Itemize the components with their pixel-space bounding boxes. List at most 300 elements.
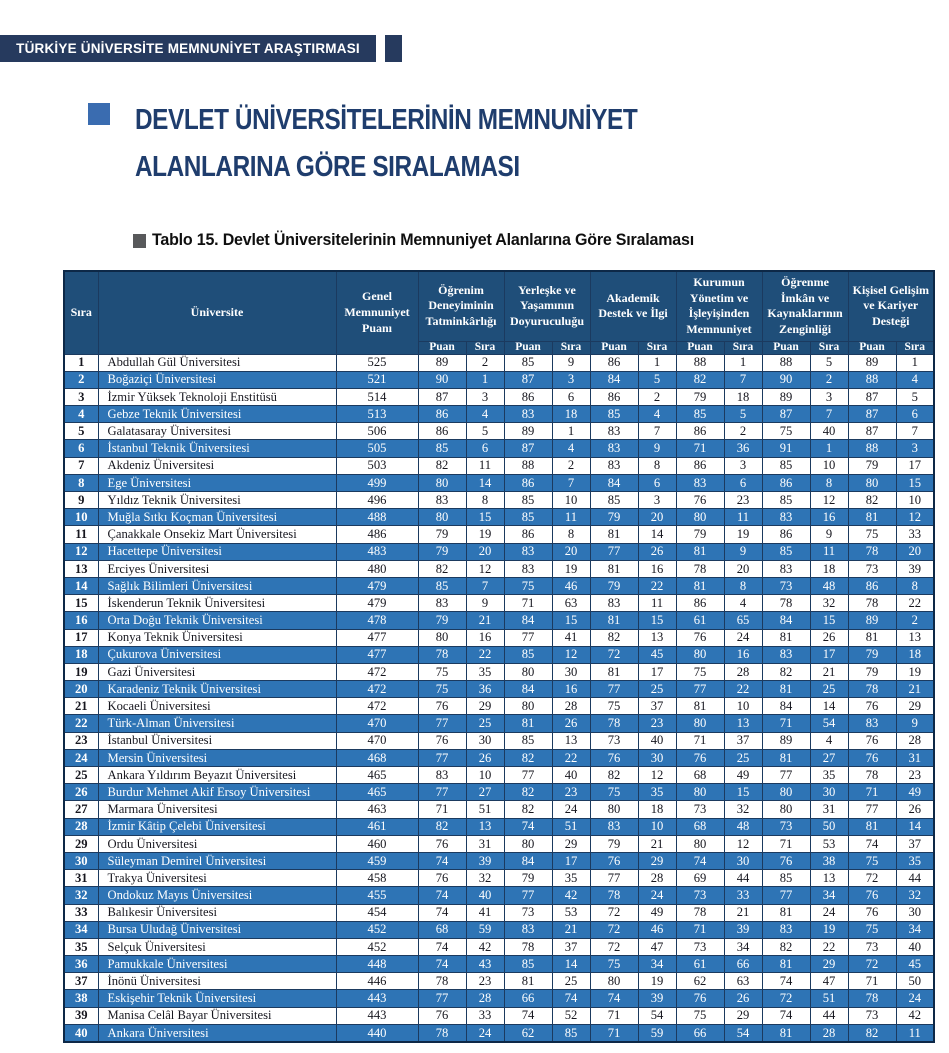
area-rank-cell: 33 (896, 526, 934, 543)
area-score-cell: 82 (848, 1024, 896, 1042)
area-score-cell: 86 (418, 423, 466, 440)
area-score-cell: 78 (848, 990, 896, 1007)
area-score-cell: 81 (848, 509, 896, 526)
area-score-cell: 88 (504, 457, 552, 474)
overall-score-cell: 470 (336, 732, 418, 749)
area-score-cell: 72 (762, 990, 810, 1007)
area-rank-cell: 29 (810, 956, 848, 973)
area-score-cell: 81 (590, 663, 638, 680)
overall-score-cell: 463 (336, 801, 418, 818)
area-score-cell: 83 (762, 509, 810, 526)
area-score-cell: 71 (418, 801, 466, 818)
area-rank-cell: 29 (896, 698, 934, 715)
area-rank-cell: 4 (810, 732, 848, 749)
area-rank-cell: 2 (466, 354, 504, 371)
university-cell: Karadeniz Teknik Üniversitesi (98, 681, 336, 698)
area-rank-cell: 48 (724, 818, 762, 835)
area-rank-cell: 10 (638, 818, 676, 835)
area-score-cell: 80 (676, 509, 724, 526)
area-rank-cell: 52 (552, 1007, 590, 1024)
area-rank-cell: 6 (724, 474, 762, 491)
area-rank-cell: 42 (552, 887, 590, 904)
area-score-cell: 74 (418, 887, 466, 904)
area-rank-cell: 21 (724, 904, 762, 921)
area-rank-cell: 3 (638, 492, 676, 509)
area-score-cell: 80 (504, 835, 552, 852)
area-score-cell: 81 (762, 629, 810, 646)
overall-score-cell: 454 (336, 904, 418, 921)
area-rank-cell: 3 (724, 457, 762, 474)
area-rank-cell: 51 (552, 818, 590, 835)
area-rank-cell: 29 (466, 698, 504, 715)
area-score-cell: 83 (590, 457, 638, 474)
area-score-cell: 83 (504, 543, 552, 560)
area-score-cell: 86 (590, 388, 638, 405)
rank-cell: 20 (64, 681, 98, 698)
area-score-cell: 86 (504, 474, 552, 491)
overall-score-cell: 459 (336, 852, 418, 869)
area-score-cell: 79 (504, 870, 552, 887)
area-score-cell: 61 (676, 956, 724, 973)
area-score-cell: 73 (848, 938, 896, 955)
area-score-cell: 78 (418, 646, 466, 663)
university-cell: Ankara Üniversitesi (98, 1024, 336, 1042)
overall-score-cell: 506 (336, 423, 418, 440)
area-score-cell: 74 (418, 904, 466, 921)
rank-cell: 3 (64, 388, 98, 405)
heading-bullet-icon (88, 103, 110, 125)
table-row (64, 595, 934, 612)
area-score-cell: 83 (848, 715, 896, 732)
area-rank-cell: 30 (810, 784, 848, 801)
table-row (64, 1024, 934, 1042)
area-score-cell: 80 (762, 801, 810, 818)
area-score-cell: 89 (762, 388, 810, 405)
area-score-cell: 71 (676, 732, 724, 749)
area-rank-cell: 37 (552, 938, 590, 955)
caption-bullet-icon (133, 234, 146, 248)
area-score-cell: 72 (848, 956, 896, 973)
area-score-cell: 78 (848, 681, 896, 698)
col-header-university: Üniversite (98, 271, 336, 354)
area-rank-cell: 42 (896, 1007, 934, 1024)
area-rank-cell: 40 (552, 767, 590, 784)
rank-cell: 39 (64, 1007, 98, 1024)
area-score-cell: 76 (590, 749, 638, 766)
area-score-cell: 85 (504, 492, 552, 509)
table-row (64, 921, 934, 938)
area-rank-cell: 28 (724, 663, 762, 680)
university-cell: Mersin Üniversitesi (98, 749, 336, 766)
col-header-learning-experience: Öğrenim Deneyiminin Tatminkârlığı (418, 271, 504, 341)
section-heading (88, 97, 733, 191)
area-score-cell: 74 (418, 956, 466, 973)
overall-score-cell: 443 (336, 1007, 418, 1024)
area-score-cell: 76 (848, 732, 896, 749)
area-rank-cell: 24 (724, 629, 762, 646)
area-rank-cell: 18 (552, 406, 590, 423)
table-row (64, 560, 934, 577)
area-rank-cell: 9 (896, 715, 934, 732)
table-row (64, 612, 934, 629)
area-score-cell: 81 (762, 1024, 810, 1042)
area-score-cell: 77 (590, 870, 638, 887)
university-cell: Galatasaray Üniversitesi (98, 423, 336, 440)
table-row (64, 474, 934, 491)
area-score-cell: 86 (504, 526, 552, 543)
area-score-cell: 78 (848, 595, 896, 612)
area-rank-cell: 19 (552, 560, 590, 577)
area-rank-cell: 37 (896, 835, 934, 852)
banner-title: TÜRKİYE ÜNİVERSİTE MEMNUNİYET ARAŞTIRMASI (16, 41, 360, 56)
area-rank-cell: 15 (896, 474, 934, 491)
area-rank-cell: 11 (896, 1024, 934, 1042)
area-rank-cell: 13 (466, 818, 504, 835)
area-score-cell: 83 (590, 440, 638, 457)
area-rank-cell: 10 (810, 457, 848, 474)
university-cell: İskenderun Teknik Üniversitesi (98, 595, 336, 612)
area-rank-cell: 16 (810, 509, 848, 526)
overall-score-cell: 472 (336, 681, 418, 698)
area-rank-cell: 31 (896, 749, 934, 766)
area-score-cell: 83 (504, 921, 552, 938)
area-rank-cell: 40 (638, 732, 676, 749)
overall-score-cell: 440 (336, 1024, 418, 1042)
area-score-cell: 78 (762, 595, 810, 612)
area-rank-cell: 21 (466, 612, 504, 629)
area-rank-cell: 18 (810, 560, 848, 577)
rank-cell: 37 (64, 973, 98, 990)
table-row (64, 990, 934, 1007)
overall-score-cell: 486 (336, 526, 418, 543)
area-rank-cell: 30 (896, 904, 934, 921)
col-header-administration: Kurumun Yönetim ve İşleyişinden Memnuniyet (676, 271, 762, 341)
rank-cell: 18 (64, 646, 98, 663)
area-rank-cell: 19 (724, 526, 762, 543)
university-cell: Trakya Üniversitesi (98, 870, 336, 887)
area-rank-cell: 2 (810, 371, 848, 388)
area-score-cell: 81 (762, 956, 810, 973)
sub-header-rank: Sıra (466, 341, 504, 354)
area-score-cell: 89 (848, 612, 896, 629)
rank-cell: 16 (64, 612, 98, 629)
area-rank-cell: 40 (896, 938, 934, 955)
area-score-cell: 62 (504, 1024, 552, 1042)
area-score-cell: 81 (848, 818, 896, 835)
area-score-cell: 75 (418, 663, 466, 680)
area-rank-cell: 29 (552, 835, 590, 852)
sub-header-rank: Sıra (896, 341, 934, 354)
area-rank-cell: 12 (810, 492, 848, 509)
area-score-cell: 89 (418, 354, 466, 371)
table-row (64, 732, 934, 749)
area-score-cell: 73 (590, 732, 638, 749)
area-rank-cell: 24 (810, 904, 848, 921)
area-score-cell: 76 (418, 1007, 466, 1024)
area-score-cell: 84 (762, 698, 810, 715)
area-rank-cell: 59 (638, 1024, 676, 1042)
university-cell: İzmir Yüksek Teknoloji Enstitüsü (98, 388, 336, 405)
area-score-cell: 68 (676, 818, 724, 835)
area-score-cell: 86 (676, 595, 724, 612)
area-rank-cell: 49 (724, 767, 762, 784)
rank-cell: 19 (64, 663, 98, 680)
table-row (64, 749, 934, 766)
area-score-cell: 89 (848, 354, 896, 371)
area-score-cell: 75 (590, 956, 638, 973)
area-rank-cell: 32 (896, 887, 934, 904)
table-row (64, 1007, 934, 1024)
overall-score-cell: 505 (336, 440, 418, 457)
overall-score-cell: 521 (336, 371, 418, 388)
area-score-cell: 71 (676, 921, 724, 938)
area-score-cell: 81 (762, 749, 810, 766)
area-rank-cell: 45 (896, 956, 934, 973)
area-score-cell: 87 (418, 388, 466, 405)
university-cell: Ege Üniversitesi (98, 474, 336, 491)
area-rank-cell: 29 (724, 1007, 762, 1024)
area-rank-cell: 33 (724, 887, 762, 904)
area-rank-cell: 9 (638, 440, 676, 457)
area-score-cell: 75 (848, 852, 896, 869)
area-rank-cell: 15 (552, 612, 590, 629)
area-score-cell: 87 (762, 406, 810, 423)
university-cell: Selçuk Üniversitesi (98, 938, 336, 955)
area-rank-cell: 10 (552, 492, 590, 509)
rank-cell: 40 (64, 1024, 98, 1042)
table-row (64, 457, 934, 474)
header-row-main (64, 271, 934, 341)
university-cell: Sağlık Bilimleri Üniversitesi (98, 577, 336, 594)
sub-header-score: Puan (676, 341, 724, 354)
overall-score-cell: 443 (336, 990, 418, 1007)
sub-header-score: Puan (504, 341, 552, 354)
table-row (64, 870, 934, 887)
area-rank-cell: 22 (810, 938, 848, 955)
banner-accent-square (385, 35, 402, 62)
university-cell: Ondokuz Mayıs Üniversitesi (98, 887, 336, 904)
area-rank-cell: 50 (896, 973, 934, 990)
area-rank-cell: 30 (724, 852, 762, 869)
page-title-line2: ALANLARINA GÖRE SIRALAMASI (135, 151, 520, 183)
area-score-cell: 80 (676, 784, 724, 801)
rank-cell: 4 (64, 406, 98, 423)
sub-header-score: Puan (848, 341, 896, 354)
rank-cell: 9 (64, 492, 98, 509)
rank-cell: 21 (64, 698, 98, 715)
area-rank-cell: 53 (552, 904, 590, 921)
area-rank-cell: 17 (810, 646, 848, 663)
area-score-cell: 82 (676, 371, 724, 388)
area-rank-cell: 54 (810, 715, 848, 732)
university-cell: Ankara Yıldırım Beyazıt Üniversitesi (98, 767, 336, 784)
area-rank-cell: 33 (466, 1007, 504, 1024)
area-score-cell: 68 (418, 921, 466, 938)
university-cell: Manisa Celâl Bayar Üniversitesi (98, 1007, 336, 1024)
table-row (64, 663, 934, 680)
rank-cell: 6 (64, 440, 98, 457)
area-rank-cell: 44 (810, 1007, 848, 1024)
area-rank-cell: 11 (466, 457, 504, 474)
area-score-cell: 80 (676, 646, 724, 663)
university-cell: Hacettepe Üniversitesi (98, 543, 336, 560)
area-score-cell: 77 (418, 715, 466, 732)
area-score-cell: 74 (762, 973, 810, 990)
area-rank-cell: 30 (638, 749, 676, 766)
university-cell: İzmir Kâtip Çelebi Üniversitesi (98, 818, 336, 835)
area-score-cell: 77 (590, 681, 638, 698)
table-row (64, 406, 934, 423)
area-rank-cell: 16 (466, 629, 504, 646)
rank-cell: 13 (64, 560, 98, 577)
area-score-cell: 84 (590, 474, 638, 491)
area-score-cell: 84 (762, 612, 810, 629)
area-score-cell: 85 (590, 492, 638, 509)
rank-cell: 14 (64, 577, 98, 594)
area-rank-cell: 20 (724, 560, 762, 577)
area-score-cell: 88 (848, 440, 896, 457)
area-score-cell: 84 (504, 612, 552, 629)
area-rank-cell: 44 (896, 870, 934, 887)
area-score-cell: 83 (762, 646, 810, 663)
rank-cell: 36 (64, 956, 98, 973)
rank-cell: 23 (64, 732, 98, 749)
university-cell: Erciyes Üniversitesi (98, 560, 336, 577)
table-row (64, 388, 934, 405)
area-rank-cell: 15 (810, 612, 848, 629)
area-rank-cell: 32 (724, 801, 762, 818)
area-score-cell: 73 (848, 560, 896, 577)
area-score-cell: 75 (418, 681, 466, 698)
rank-cell: 11 (64, 526, 98, 543)
area-score-cell: 69 (676, 870, 724, 887)
table-row (64, 543, 934, 560)
area-rank-cell: 18 (724, 388, 762, 405)
area-rank-cell: 12 (466, 560, 504, 577)
university-cell: İstanbul Üniversitesi (98, 732, 336, 749)
area-rank-cell: 19 (810, 921, 848, 938)
area-score-cell: 85 (676, 406, 724, 423)
area-rank-cell: 23 (466, 973, 504, 990)
overall-score-cell: 513 (336, 406, 418, 423)
area-score-cell: 83 (504, 406, 552, 423)
university-cell: Boğaziçi Üniversitesi (98, 371, 336, 388)
area-rank-cell: 3 (810, 388, 848, 405)
area-rank-cell: 41 (466, 904, 504, 921)
area-score-cell: 78 (418, 973, 466, 990)
rank-cell: 17 (64, 629, 98, 646)
area-rank-cell: 22 (466, 646, 504, 663)
overall-score-cell: 452 (336, 921, 418, 938)
area-score-cell: 80 (504, 698, 552, 715)
area-score-cell: 75 (848, 921, 896, 938)
rank-cell: 25 (64, 767, 98, 784)
area-rank-cell: 65 (724, 612, 762, 629)
university-cell: Bursa Uludağ Üniversitesi (98, 921, 336, 938)
area-score-cell: 73 (762, 577, 810, 594)
area-rank-cell: 14 (466, 474, 504, 491)
area-rank-cell: 20 (466, 543, 504, 560)
area-score-cell: 85 (418, 577, 466, 594)
area-score-cell: 82 (504, 784, 552, 801)
area-score-cell: 87 (848, 423, 896, 440)
area-score-cell: 81 (590, 612, 638, 629)
area-rank-cell: 43 (466, 956, 504, 973)
area-score-cell: 81 (676, 698, 724, 715)
area-score-cell: 80 (418, 509, 466, 526)
area-rank-cell: 38 (810, 852, 848, 869)
area-score-cell: 79 (590, 577, 638, 594)
area-score-cell: 72 (590, 904, 638, 921)
area-rank-cell: 24 (896, 990, 934, 1007)
overall-score-cell: 477 (336, 646, 418, 663)
area-rank-cell: 53 (810, 835, 848, 852)
area-rank-cell: 22 (552, 749, 590, 766)
area-score-cell: 74 (418, 938, 466, 955)
area-score-cell: 71 (762, 715, 810, 732)
area-score-cell: 83 (590, 595, 638, 612)
area-rank-cell: 1 (724, 354, 762, 371)
area-score-cell: 75 (676, 1007, 724, 1024)
area-rank-cell: 47 (638, 938, 676, 955)
area-rank-cell: 21 (810, 663, 848, 680)
area-score-cell: 88 (762, 354, 810, 371)
table-caption (133, 231, 711, 250)
overall-score-cell: 496 (336, 492, 418, 509)
area-rank-cell: 6 (466, 440, 504, 457)
area-score-cell: 85 (762, 870, 810, 887)
area-rank-cell: 4 (638, 406, 676, 423)
area-score-cell: 74 (848, 835, 896, 852)
area-score-cell: 87 (848, 406, 896, 423)
table-row (64, 767, 934, 784)
area-score-cell: 78 (676, 904, 724, 921)
university-cell: Yıldız Teknik Üniversitesi (98, 492, 336, 509)
area-rank-cell: 5 (638, 371, 676, 388)
sub-header-score: Puan (590, 341, 638, 354)
area-score-cell: 75 (762, 423, 810, 440)
area-score-cell: 71 (848, 784, 896, 801)
area-score-cell: 82 (504, 749, 552, 766)
area-score-cell: 83 (590, 423, 638, 440)
rank-cell: 22 (64, 715, 98, 732)
area-rank-cell: 22 (638, 577, 676, 594)
area-rank-cell: 16 (638, 560, 676, 577)
area-score-cell: 76 (676, 990, 724, 1007)
area-score-cell: 86 (762, 474, 810, 491)
area-score-cell: 79 (590, 509, 638, 526)
area-score-cell: 85 (762, 492, 810, 509)
sub-header-score: Puan (762, 341, 810, 354)
university-cell: Akdeniz Üniversitesi (98, 457, 336, 474)
area-rank-cell: 14 (810, 698, 848, 715)
area-score-cell: 76 (418, 698, 466, 715)
area-rank-cell: 54 (638, 1007, 676, 1024)
area-score-cell: 82 (504, 801, 552, 818)
area-rank-cell: 22 (896, 595, 934, 612)
area-score-cell: 91 (762, 440, 810, 457)
area-score-cell: 78 (848, 543, 896, 560)
area-rank-cell: 6 (638, 474, 676, 491)
area-rank-cell: 21 (896, 681, 934, 698)
area-rank-cell: 13 (724, 715, 762, 732)
area-rank-cell: 7 (810, 406, 848, 423)
area-score-cell: 86 (676, 457, 724, 474)
area-rank-cell: 19 (638, 973, 676, 990)
area-rank-cell: 23 (638, 715, 676, 732)
area-rank-cell: 5 (724, 406, 762, 423)
area-score-cell: 90 (418, 371, 466, 388)
